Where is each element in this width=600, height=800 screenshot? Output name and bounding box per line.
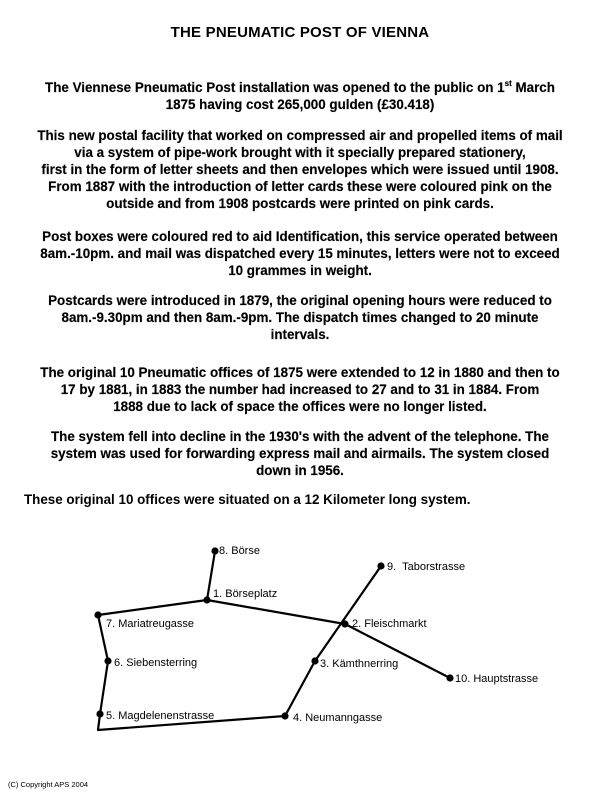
office-label-fleischmarkt: 2. Fleischmarkt [352,618,427,630]
paragraph-opening [18,79,582,113]
paragraph-line: intervals. [270,327,330,342]
pipe-borseplatz-fleischmarkt [207,600,345,624]
node-taborstrasse [377,562,384,569]
paragraph-decline [18,428,582,479]
node-hauptstrasse [446,674,453,681]
office-label-mariatreugasse: 7. Mariatreugasse [106,618,195,630]
ordinal-suffix: st [504,79,512,88]
pipe-taborstrasse-kamthnerring [315,566,381,661]
paragraph-text: The Viennese Pneumatic Post installation was opened to the public on 1 [45,80,505,95]
paragraph-stationery [18,127,582,212]
pipe-borseplatz-mariatreugasse [98,600,207,615]
office-label-magdelenenstrasse: 5. Magdelenenstrasse [106,710,215,722]
paragraph-line: Postcards were introduced in 1879, the original opening hours were reduced to [48,293,552,308]
paragraph-line: 8am.-10pm. and mail was dispatched every 15 minutes, letters were not to exceed [40,246,560,261]
office-label-siebensterring: 6. Siebensterring [114,657,198,669]
paragraph-post-boxes [18,228,582,279]
paragraph-line: This new postal facility that worked on compressed air and propelled items of mail [37,128,563,143]
paragraph-text: March [511,80,555,95]
paragraph-line: Post boxes were coloured red to aid Identification, this service operated between [42,229,558,244]
node-kamthnerring [311,657,318,664]
paragraph-line: 17 by 1881, in 1883 the number had increased to 27 and to 31 in 1884. From [60,382,540,397]
paragraph-line: via a system of pipe-work brought with it specially prepared stationery, [74,145,526,160]
map-intro: These original 10 offices were situated on a 12 Kilometer long system. [24,492,471,507]
node-neumanngasse [281,712,288,719]
office-label-borse: 8. Börse [219,545,260,557]
copyright-notice: (C) Copyright APS 2004 [8,780,89,789]
paragraph-line: first in the form of letter sheets and then envelopes which were issued until 1908. [41,162,559,177]
paragraph-line: outside and from 1908 postcards were printed on pink cards. [106,196,494,211]
paragraph-line: 1875 having cost 265,000 gulden (£30.418) [165,97,435,112]
paragraph-line: From 1887 with the introduction of letter cards these were coloured pink on the [48,179,552,194]
paragraph-postcards [18,292,582,343]
paragraph-offices [18,364,582,415]
office-label-neumanngasse: 4. Neumanngasse [293,712,383,724]
paragraph-line: 8am.-9.30pm and then 8am.-9pm. The dispatch times changed to 20 minute [61,310,539,325]
paragraph-line: The system fell into decline in the 1930's with the advent of the telephone. The [51,429,549,444]
paragraph-line: The original 10 Pneumatic offices of 1875 were extended to 12 in 1880 and then to [40,365,560,380]
paragraph-line: down in 1956. [256,463,344,478]
node-fleischmarkt [341,620,348,627]
node-magdelenenstrasse [96,710,103,717]
office-label-hauptstrasse: 10. Hauptstrasse [455,673,539,685]
paragraph-line: 10 grammes in weight. [228,263,372,278]
pneumatic-network-map [0,530,600,750]
node-siebensterring [104,657,111,664]
office-label-borseplatz: 1. Börseplatz [213,588,278,600]
office-label-taborstrasse: 9. Taborstrasse [387,561,466,573]
node-mariatreugasse [94,611,101,618]
paragraph-line: system was used for forwarding express mail and airmails. The system closed [50,446,550,461]
node-borseplatz [203,596,210,603]
paragraph-line [18,79,582,96]
paragraph-line: 1888 due to lack of space the offices were no longer listed. [113,399,487,414]
office-label-kamthnerring: 3. Kämthnerring [320,658,399,670]
node-borse [211,547,218,554]
page-title: THE PNEUMATIC POST OF VIENNA [170,24,430,41]
pipe-kamthnerring-neumanngasse [285,661,315,716]
